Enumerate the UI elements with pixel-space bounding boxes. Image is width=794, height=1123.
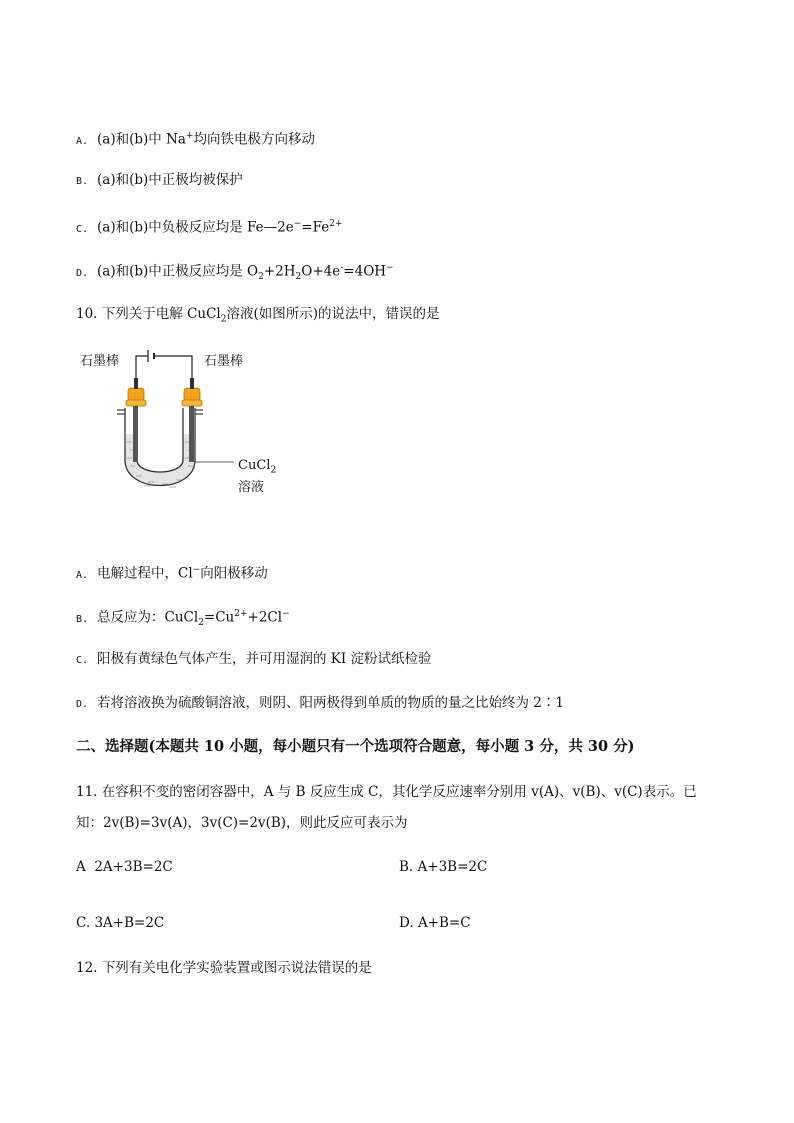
option-11a: A 2A+3B=2C [76,859,173,875]
question-10: 10. 下列关于电解 CuCl$_2$溶液(如图所示)的说法中，错误的是 [76,306,440,325]
section-2-heading: 二、选择题(本题共 10 小题，每小题只有一个选项符合题意，每小题 3 分，共 30 分) [76,738,635,755]
solution-label: CuCl$_2$ [238,458,277,476]
stopper-left [128,388,144,401]
stopper-right [184,388,200,401]
option-11d: D. A+B=C [399,915,471,931]
question-12: 12. 下列有关电化学实验装置或图示说法错误的是 [76,960,372,976]
option-11b: B. A+3B=2C [399,859,488,875]
option-10c: C. 阳极有黄绿色气体产生，并可用湿润的 KI 淀粉试纸检验 [76,651,432,667]
option-11c: C. 3A+B=2C [76,915,165,931]
wire-left [136,356,148,380]
option-10b: B. 总反应为：$CuCl_2=Cu^{2+}+2Cl^-$ [76,609,290,629]
graphite-label-left: 石墨棒 [80,354,120,369]
option-9d: D. (a)和(b)中正极反应均是 $O_2+2H_2O+4e^-=4OH^-$ [76,263,394,283]
electrolysis-figure [76,344,276,504]
graphite-rod-left [133,406,138,462]
option-9b: B. (a)和(b)中正极均被保护 [76,172,243,188]
terminal-right [190,378,194,389]
terminal-left [134,378,138,389]
question-11-line-2: 知：2v(B)=3v(A)，3v(C)=2v(B)，则此反应可表示为 [76,815,408,831]
option-9a: A. (a)和(b)中 Na+均向铁电极方向移动 [76,131,315,148]
wire-right [154,356,192,380]
question-11-line-1: 11. 在容积不变的密闭容器中，A 与 B 反应生成 C，其化学反应速率分别用 v(A)、v(B)、v(C)表示。已 [76,784,697,800]
solution-label-2: 溶液 [238,480,265,495]
option-9c: C. (a)和(b)中负极反应均是 $Fe—2e^-=Fe^{2+}$ [76,219,343,236]
u-tube-inner [137,408,183,472]
graphite-rod-right [189,406,194,462]
option-10d: D. 若将溶液换为硫酸铜溶液，则阴、阳两极得到单质的物质的量之比始终为 2∶1 [76,695,564,711]
option-10a: A. 电解过程中，Cl−向阳极移动 [76,565,268,582]
graphite-label-right: 石墨棒 [204,354,244,369]
